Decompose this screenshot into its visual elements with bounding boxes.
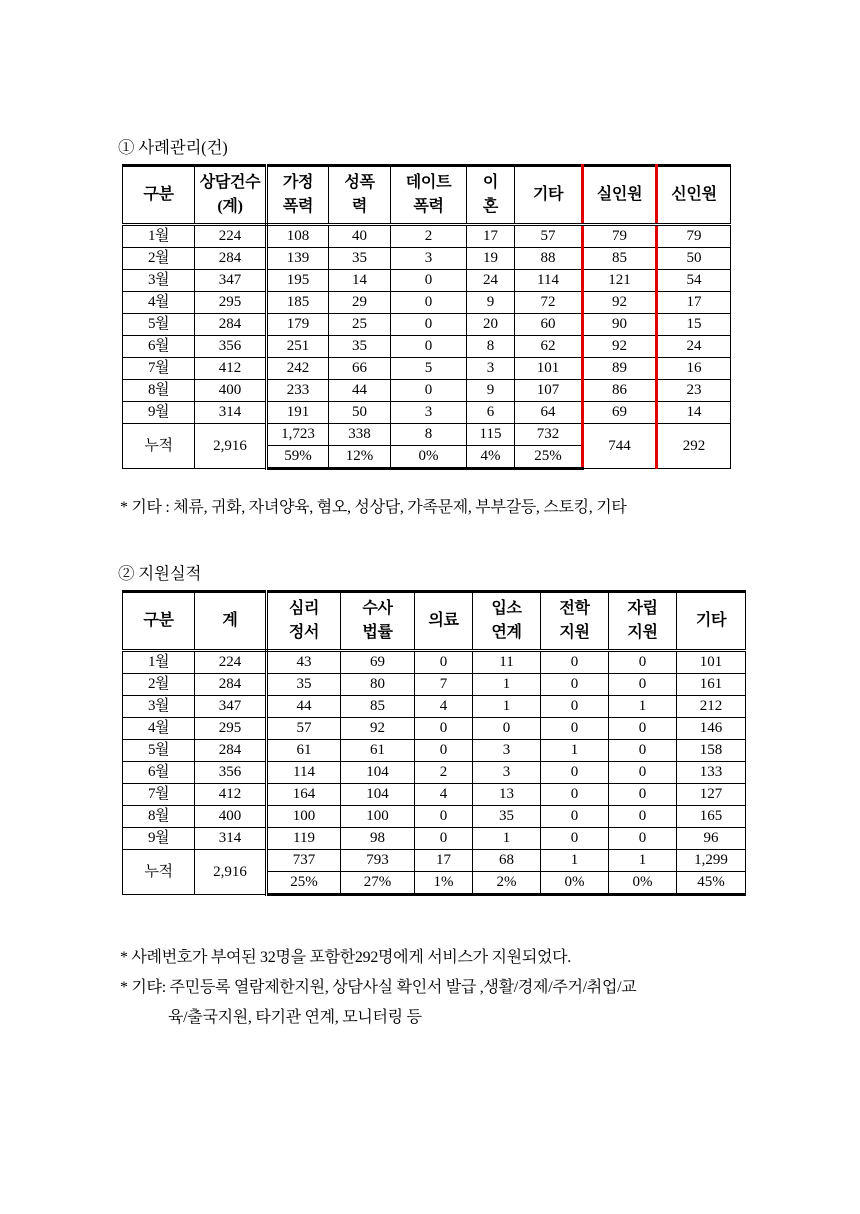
row-value: 164: [267, 784, 341, 806]
support-performance-table: [122, 590, 746, 896]
row-month: 7월: [123, 784, 195, 806]
row-value: 1: [473, 696, 541, 718]
row-value: 4: [415, 696, 473, 718]
row-value: 100: [267, 806, 341, 828]
cumulative-value: 1: [541, 850, 609, 872]
header-school-transfer-support: 전학 지원: [541, 592, 609, 651]
row-value: 0: [541, 828, 609, 850]
row-value: 7: [415, 674, 473, 696]
cumulative-value: 1,299: [677, 850, 746, 872]
row-value: 61: [267, 740, 341, 762]
cumulative-label: 누적: [123, 424, 195, 469]
row-value: 114: [267, 762, 341, 784]
header-gubun: 구분: [123, 166, 195, 225]
row-value: 127: [677, 784, 746, 806]
table-row: [123, 336, 731, 358]
row-total: 284: [195, 674, 267, 696]
table-row: [123, 380, 731, 402]
section-2-note-1: * 사례번호가 부여된 32명을 포함한292명에게 서비스가 지원되었다.: [120, 949, 572, 966]
row-value: 3: [391, 402, 467, 424]
row-value: 98: [341, 828, 415, 850]
row-value: 161: [677, 674, 746, 696]
row-total: 224: [195, 225, 267, 248]
row-new-persons: 24: [657, 336, 731, 358]
row-value: 0: [609, 806, 677, 828]
header-other: 기타: [515, 166, 583, 225]
row-actual-persons: 90: [583, 314, 657, 336]
row-value: 96: [677, 828, 746, 850]
table-row: [123, 225, 731, 248]
row-value: 0: [609, 740, 677, 762]
row-value: 57: [515, 225, 583, 248]
table-row: [123, 248, 731, 270]
row-value: 66: [329, 358, 391, 380]
row-total: 284: [195, 314, 267, 336]
header-medical: 의료: [415, 592, 473, 651]
table-header-row: [123, 592, 746, 651]
row-value: 0: [415, 740, 473, 762]
row-value: 29: [329, 292, 391, 314]
row-value: 57: [267, 718, 341, 740]
cumulative-label: 누적: [123, 850, 195, 895]
row-value: 11: [473, 651, 541, 674]
section-2-note-2: * 기탸: 주민등록 열람제한지원, 상담사실 확인서 발급 ,생활/경제/주거/취업/교: [120, 979, 637, 996]
row-value: 104: [341, 784, 415, 806]
row-value: 158: [677, 740, 746, 762]
row-month: 8월: [123, 806, 195, 828]
row-value: 165: [677, 806, 746, 828]
row-total: 347: [195, 696, 267, 718]
row-month: 6월: [123, 336, 195, 358]
row-total: 412: [195, 784, 267, 806]
row-value: 0: [609, 674, 677, 696]
row-value: 108: [267, 225, 329, 248]
row-value: 3: [473, 740, 541, 762]
header-admission-linkage: 입소 연계: [473, 592, 541, 651]
row-value: 0: [473, 718, 541, 740]
row-value: 114: [515, 270, 583, 292]
row-month: 3월: [123, 270, 195, 292]
row-actual-persons: 85: [583, 248, 657, 270]
row-total: 284: [195, 248, 267, 270]
row-value: 5: [391, 358, 467, 380]
table-row: [123, 828, 746, 850]
cumulative-value: 115: [467, 424, 515, 446]
section-1-caption: ① 사례관리(건): [118, 138, 228, 157]
case-management-table: [122, 164, 731, 470]
row-value: 1: [473, 674, 541, 696]
row-value: 212: [677, 696, 746, 718]
header-total: 계: [195, 592, 267, 651]
row-value: 0: [391, 336, 467, 358]
header-investigation-legal: 수사 법률: [341, 592, 415, 651]
row-month: 9월: [123, 828, 195, 850]
row-value: 24: [467, 270, 515, 292]
row-value: 72: [515, 292, 583, 314]
row-value: 92: [341, 718, 415, 740]
cumulative-percent: 0%: [541, 872, 609, 895]
header-psychological-emotional: 심리 정서: [267, 592, 341, 651]
row-actual-persons: 86: [583, 380, 657, 402]
table-row: [123, 402, 731, 424]
row-value: 104: [341, 762, 415, 784]
row-month: 2월: [123, 248, 195, 270]
header-divorce: 이 혼: [467, 166, 515, 225]
row-month: 6월: [123, 762, 195, 784]
row-value: 139: [267, 248, 329, 270]
row-value: 25: [329, 314, 391, 336]
row-total: 314: [195, 828, 267, 850]
table-row: [123, 651, 746, 674]
cumulative-value: 1,723: [267, 424, 329, 446]
table-row: [123, 358, 731, 380]
row-value: 133: [677, 762, 746, 784]
row-value: 0: [541, 762, 609, 784]
row-value: 20: [467, 314, 515, 336]
row-value: 35: [473, 806, 541, 828]
cumulative-total: 2,916: [195, 850, 267, 895]
section-2-caption: ② 지원실적: [118, 564, 202, 583]
row-value: 2: [391, 225, 467, 248]
row-new-persons: 50: [657, 248, 731, 270]
row-actual-persons: 121: [583, 270, 657, 292]
row-new-persons: 79: [657, 225, 731, 248]
row-value: 19: [467, 248, 515, 270]
row-value: 0: [609, 651, 677, 674]
header-domestic-violence: 가정 폭력: [267, 166, 329, 225]
row-new-persons: 15: [657, 314, 731, 336]
cumulative-value: 1: [609, 850, 677, 872]
cumulative-value: 338: [329, 424, 391, 446]
row-value: 40: [329, 225, 391, 248]
table-row: [123, 740, 746, 762]
row-value: 179: [267, 314, 329, 336]
row-value: 44: [267, 696, 341, 718]
cumulative-value: 793: [341, 850, 415, 872]
row-month: 4월: [123, 292, 195, 314]
row-value: 0: [541, 696, 609, 718]
cumulative-percent: 4%: [467, 446, 515, 469]
row-total: 412: [195, 358, 267, 380]
section-2-note-2-continued: 육/출국지원, 타기관 연계, 모니터링 등: [168, 1009, 422, 1026]
cumulative-percent: 25%: [515, 446, 583, 469]
row-value: 50: [329, 402, 391, 424]
row-total: 400: [195, 380, 267, 402]
row-value: 119: [267, 828, 341, 850]
row-total: 347: [195, 270, 267, 292]
row-value: 13: [473, 784, 541, 806]
row-total: 400: [195, 806, 267, 828]
row-value: 0: [391, 380, 467, 402]
cumulative-new-persons: 292: [657, 424, 731, 469]
cumulative-percent: 2%: [473, 872, 541, 895]
row-value: 61: [341, 740, 415, 762]
row-actual-persons: 89: [583, 358, 657, 380]
row-month: 5월: [123, 314, 195, 336]
row-value: 0: [541, 651, 609, 674]
row-actual-persons: 79: [583, 225, 657, 248]
row-value: 9: [467, 292, 515, 314]
cumulative-percent: 27%: [341, 872, 415, 895]
row-new-persons: 54: [657, 270, 731, 292]
row-new-persons: 23: [657, 380, 731, 402]
row-value: 3: [473, 762, 541, 784]
row-month: 1월: [123, 225, 195, 248]
row-total: 356: [195, 336, 267, 358]
header-gubun: 구분: [123, 592, 195, 651]
row-value: 8: [467, 336, 515, 358]
row-month: 8월: [123, 380, 195, 402]
table-row: [123, 762, 746, 784]
row-value: 0: [541, 718, 609, 740]
table-header-row: [123, 166, 731, 225]
row-value: 191: [267, 402, 329, 424]
cumulative-percent: 1%: [415, 872, 473, 895]
row-total: 224: [195, 651, 267, 674]
row-value: 2: [415, 762, 473, 784]
row-value: 0: [609, 784, 677, 806]
row-total: 295: [195, 292, 267, 314]
row-value: 242: [267, 358, 329, 380]
row-total: 295: [195, 718, 267, 740]
cumulative-row: [123, 424, 731, 446]
row-value: 0: [609, 762, 677, 784]
cumulative-value: 732: [515, 424, 583, 446]
row-value: 3: [391, 248, 467, 270]
row-value: 0: [391, 270, 467, 292]
row-month: 7월: [123, 358, 195, 380]
table-row: [123, 718, 746, 740]
cumulative-percent: 59%: [267, 446, 329, 469]
row-month: 3월: [123, 696, 195, 718]
row-value: 0: [415, 651, 473, 674]
cumulative-value: 68: [473, 850, 541, 872]
header-total-count: 상담건수 (계): [195, 166, 267, 225]
row-value: 0: [609, 828, 677, 850]
row-value: 0: [541, 806, 609, 828]
cumulative-actual-persons: 744: [583, 424, 657, 469]
row-value: 0: [541, 784, 609, 806]
cumulative-row: [123, 850, 746, 872]
row-value: 35: [329, 336, 391, 358]
row-month: 4월: [123, 718, 195, 740]
row-value: 60: [515, 314, 583, 336]
row-value: 0: [415, 828, 473, 850]
cumulative-value: 8: [391, 424, 467, 446]
cumulative-percent: 0%: [609, 872, 677, 895]
row-value: 0: [391, 314, 467, 336]
header-independence-support: 자립 지원: [609, 592, 677, 651]
table-row: [123, 292, 731, 314]
cumulative-percent: 45%: [677, 872, 746, 895]
row-new-persons: 17: [657, 292, 731, 314]
cumulative-value: 17: [415, 850, 473, 872]
row-value: 85: [341, 696, 415, 718]
row-value: 1: [609, 696, 677, 718]
cumulative-percent: 25%: [267, 872, 341, 895]
row-value: 100: [341, 806, 415, 828]
row-value: 0: [609, 718, 677, 740]
row-new-persons: 16: [657, 358, 731, 380]
cumulative-percent: 12%: [329, 446, 391, 469]
row-value: 0: [415, 806, 473, 828]
row-month: 9월: [123, 402, 195, 424]
row-value: 195: [267, 270, 329, 292]
row-value: 35: [329, 248, 391, 270]
row-value: 0: [415, 718, 473, 740]
row-value: 14: [329, 270, 391, 292]
row-total: 356: [195, 762, 267, 784]
row-value: 3: [467, 358, 515, 380]
header-new-persons: 신인원: [657, 166, 731, 225]
row-value: 17: [467, 225, 515, 248]
row-value: 44: [329, 380, 391, 402]
row-value: 101: [515, 358, 583, 380]
row-actual-persons: 92: [583, 336, 657, 358]
row-value: 62: [515, 336, 583, 358]
header-other: 기타: [677, 592, 746, 651]
row-value: 1: [473, 828, 541, 850]
row-value: 1: [541, 740, 609, 762]
section-1-note: * 기타 : 체류, 귀화, 자녀양육, 혐오, 성상담, 가족문제, 부부갈등, 스토킹, 기타: [120, 499, 627, 516]
row-value: 107: [515, 380, 583, 402]
row-new-persons: 14: [657, 402, 731, 424]
row-value: 88: [515, 248, 583, 270]
row-value: 0: [541, 674, 609, 696]
row-value: 43: [267, 651, 341, 674]
row-value: 233: [267, 380, 329, 402]
row-actual-persons: 69: [583, 402, 657, 424]
row-value: 0: [391, 292, 467, 314]
table-row: [123, 806, 746, 828]
row-value: 251: [267, 336, 329, 358]
header-dating-violence: 데이트 폭력: [391, 166, 467, 225]
row-value: 185: [267, 292, 329, 314]
row-month: 1월: [123, 651, 195, 674]
row-value: 69: [341, 651, 415, 674]
cumulative-percent: 0%: [391, 446, 467, 469]
row-value: 101: [677, 651, 746, 674]
row-value: 35: [267, 674, 341, 696]
table-row: [123, 696, 746, 718]
row-value: 80: [341, 674, 415, 696]
table-row: [123, 674, 746, 696]
cumulative-total: 2,916: [195, 424, 267, 469]
row-value: 6: [467, 402, 515, 424]
table-body: [123, 651, 746, 895]
table-row: [123, 270, 731, 292]
row-month: 5월: [123, 740, 195, 762]
row-value: 9: [467, 380, 515, 402]
row-total: 314: [195, 402, 267, 424]
table-body: [123, 225, 731, 469]
table-row: [123, 784, 746, 806]
row-total: 284: [195, 740, 267, 762]
row-month: 2월: [123, 674, 195, 696]
header-sexual-violence: 성폭 력: [329, 166, 391, 225]
row-value: 4: [415, 784, 473, 806]
row-value: 64: [515, 402, 583, 424]
row-value: 146: [677, 718, 746, 740]
table-row: [123, 314, 731, 336]
cumulative-value: 737: [267, 850, 341, 872]
row-actual-persons: 92: [583, 292, 657, 314]
header-actual-persons: 실인원: [583, 166, 657, 225]
